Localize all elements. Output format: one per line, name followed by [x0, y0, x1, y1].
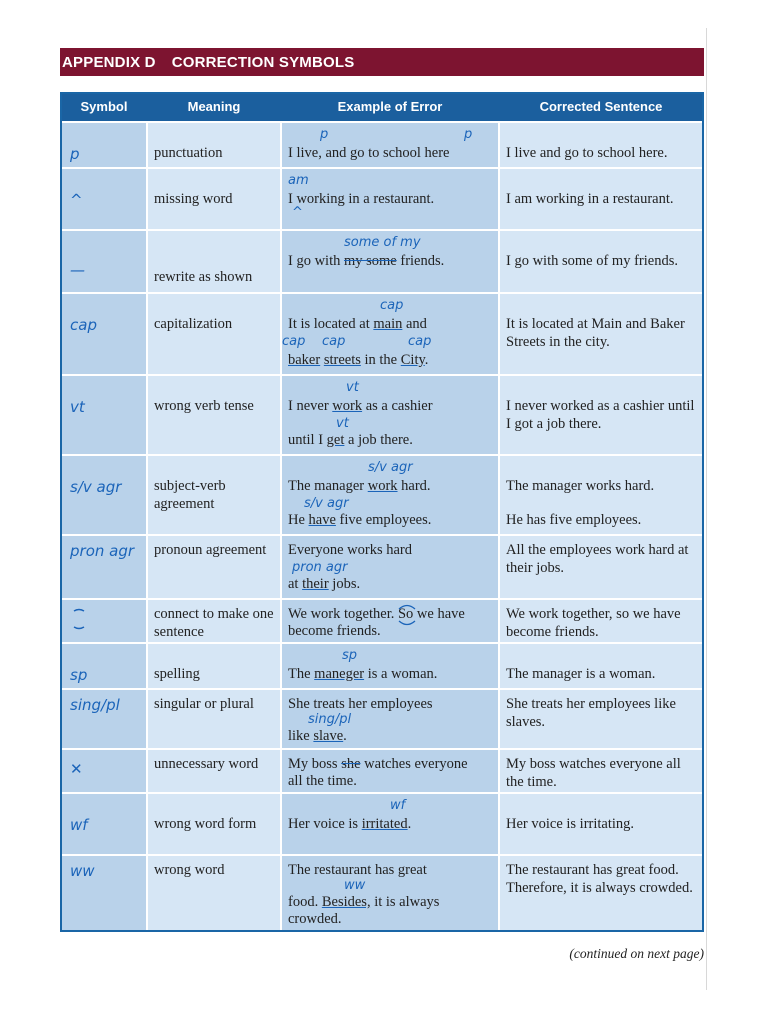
corrected-text: I go with some of my friends. — [506, 253, 678, 269]
table-row — [62, 690, 702, 748]
header-example: Example of Error — [337, 99, 443, 114]
example-text: baker streets in the City. — [288, 352, 429, 368]
meaning-text: unnecessary word — [154, 756, 259, 772]
correction-mark: vt — [336, 416, 349, 431]
example-text: crowded. — [288, 911, 342, 927]
correction-mark: sing/pl — [308, 712, 352, 727]
table-row — [62, 856, 702, 930]
header-meaning: Meaning — [187, 99, 241, 114]
symbol-cap: cap — [70, 316, 97, 334]
table-row — [62, 231, 702, 292]
correction-mark: some of my — [344, 235, 421, 250]
example-text: The maneger is a woman. — [288, 666, 438, 682]
corrected-text: The manager is a woman. — [506, 666, 656, 682]
delete-x-icon: ✕ — [70, 760, 83, 778]
corrected-text: My boss watches everyone all the time. — [506, 756, 681, 790]
example-text: Her voice is irritated. — [288, 816, 412, 832]
example-text: at their jobs. — [288, 576, 361, 592]
corrected-text: The restaurant has great food. Therefore, it is always crowded. — [506, 862, 693, 896]
meaning-text: subject-verb agreement — [154, 478, 226, 512]
example-text: She treats her employees — [288, 696, 433, 712]
table-header-row — [62, 94, 702, 121]
rewrite-line-symbol: — — [70, 261, 85, 279]
meaning-text: wrong verb tense — [154, 398, 254, 414]
correction-mark: p — [464, 127, 473, 142]
table-row — [62, 376, 702, 454]
continued-note: (continued on next page) — [569, 946, 704, 961]
meaning-text: capitalization — [154, 316, 233, 332]
corrected-text: I never worked as a cashier until I got a job there. — [506, 398, 695, 432]
table-row — [62, 169, 702, 229]
table-row — [62, 123, 702, 167]
table-row — [62, 294, 702, 374]
symbol-sp: sp — [70, 666, 88, 684]
example-text: until I get a job there. — [288, 432, 413, 448]
correction-mark: vt — [346, 380, 359, 395]
symbol-wf: wf — [70, 816, 88, 834]
example-text: My boss she watches everyone — [288, 756, 468, 772]
table-row — [62, 794, 702, 854]
caret-mark: ^ — [292, 205, 303, 220]
appendix-title — [60, 54, 354, 71]
corrected-text: I am working in a restaurant. — [506, 191, 674, 207]
correction-mark: wf — [390, 798, 406, 813]
corrected-text: All the employees work hard at their jobs. — [506, 542, 689, 576]
appendix-label: APPENDIX D — [62, 53, 156, 71]
corrected-text: I live and go to school here. — [506, 145, 668, 161]
table-row — [62, 536, 702, 598]
symbol-sv-agr: s/v agr — [70, 478, 122, 496]
example-text: The restaurant has great — [288, 862, 427, 878]
connect-symbol-icon — [70, 608, 88, 630]
correction-mark: am — [288, 173, 309, 188]
example-text: I working in a restaurant. — [288, 191, 435, 207]
meaning-text: rewrite as shown — [154, 269, 253, 285]
example-text: food. Besides, it is always — [288, 894, 440, 910]
example-text: become friends. — [288, 623, 381, 639]
example-text: Everyone works hard — [288, 542, 413, 558]
symbol-ww: ww — [70, 862, 95, 880]
meaning-text: spelling — [154, 666, 200, 682]
correction-mark: ww — [344, 878, 366, 893]
correction-mark: cap — [322, 334, 346, 349]
table-row — [62, 456, 702, 534]
table-row — [62, 600, 702, 642]
example-text: all the time. — [288, 773, 357, 789]
corrected-text: We work together, so we have become friends. — [506, 606, 681, 640]
example-text: I live, and go to school here — [288, 145, 450, 161]
correction-mark: cap — [380, 298, 404, 313]
example-text: He have five employees. — [288, 512, 432, 528]
example-text: like slave. — [288, 728, 347, 744]
meaning-text: missing word — [154, 191, 233, 207]
correction-mark: s/v agr — [304, 496, 349, 511]
example-text: The manager work hard. — [288, 478, 431, 494]
page-edge — [706, 28, 707, 990]
corrected-text: He has five employees. — [506, 512, 642, 528]
example-text: I never work as a cashier — [288, 398, 433, 414]
symbol-vt: vt — [70, 398, 85, 416]
header-symbol: Symbol — [80, 99, 128, 114]
correction-mark: cap — [282, 334, 306, 349]
example-text: We work together. So we have — [288, 606, 465, 622]
corrected-text: She treats her employees like slaves. — [506, 696, 676, 730]
connect-mark-icon — [396, 603, 418, 627]
meaning-text: singular or plural — [154, 696, 254, 712]
meaning-text: punctuation — [154, 145, 223, 161]
meaning-text: wrong word form — [154, 816, 257, 832]
meaning-text: wrong word — [154, 862, 225, 878]
appendix-title-bar — [60, 48, 704, 76]
corrected-text: The manager works hard. — [506, 478, 655, 494]
example-text: I go with my some friends. — [288, 253, 445, 269]
header-corrected: Corrected Sentence — [539, 99, 663, 114]
appendix-heading: CORRECTION SYMBOLS — [171, 53, 355, 71]
correction-mark: s/v agr — [368, 460, 413, 475]
correction-mark: p — [320, 127, 329, 142]
correction-mark: pron agr — [292, 560, 348, 575]
correction-symbols-table — [60, 92, 704, 932]
symbol-sing-pl: sing/pl — [70, 696, 120, 714]
corrected-text: Her voice is irritating. — [506, 816, 635, 832]
symbol-pron-agr: pron agr — [70, 542, 135, 560]
symbol-p: p — [70, 145, 80, 163]
corrected-text: It is located at Main and Baker Streets in the city. — [506, 316, 685, 350]
correction-mark: cap — [408, 334, 432, 349]
table-row — [62, 750, 702, 792]
table-row — [62, 644, 702, 688]
correction-mark: sp — [342, 648, 358, 663]
meaning-text: pronoun agreement — [154, 542, 267, 558]
meaning-text: connect to make one sentence — [154, 606, 274, 640]
example-text: It is located at main and — [288, 316, 427, 332]
caret-symbol: ^ — [70, 191, 83, 209]
